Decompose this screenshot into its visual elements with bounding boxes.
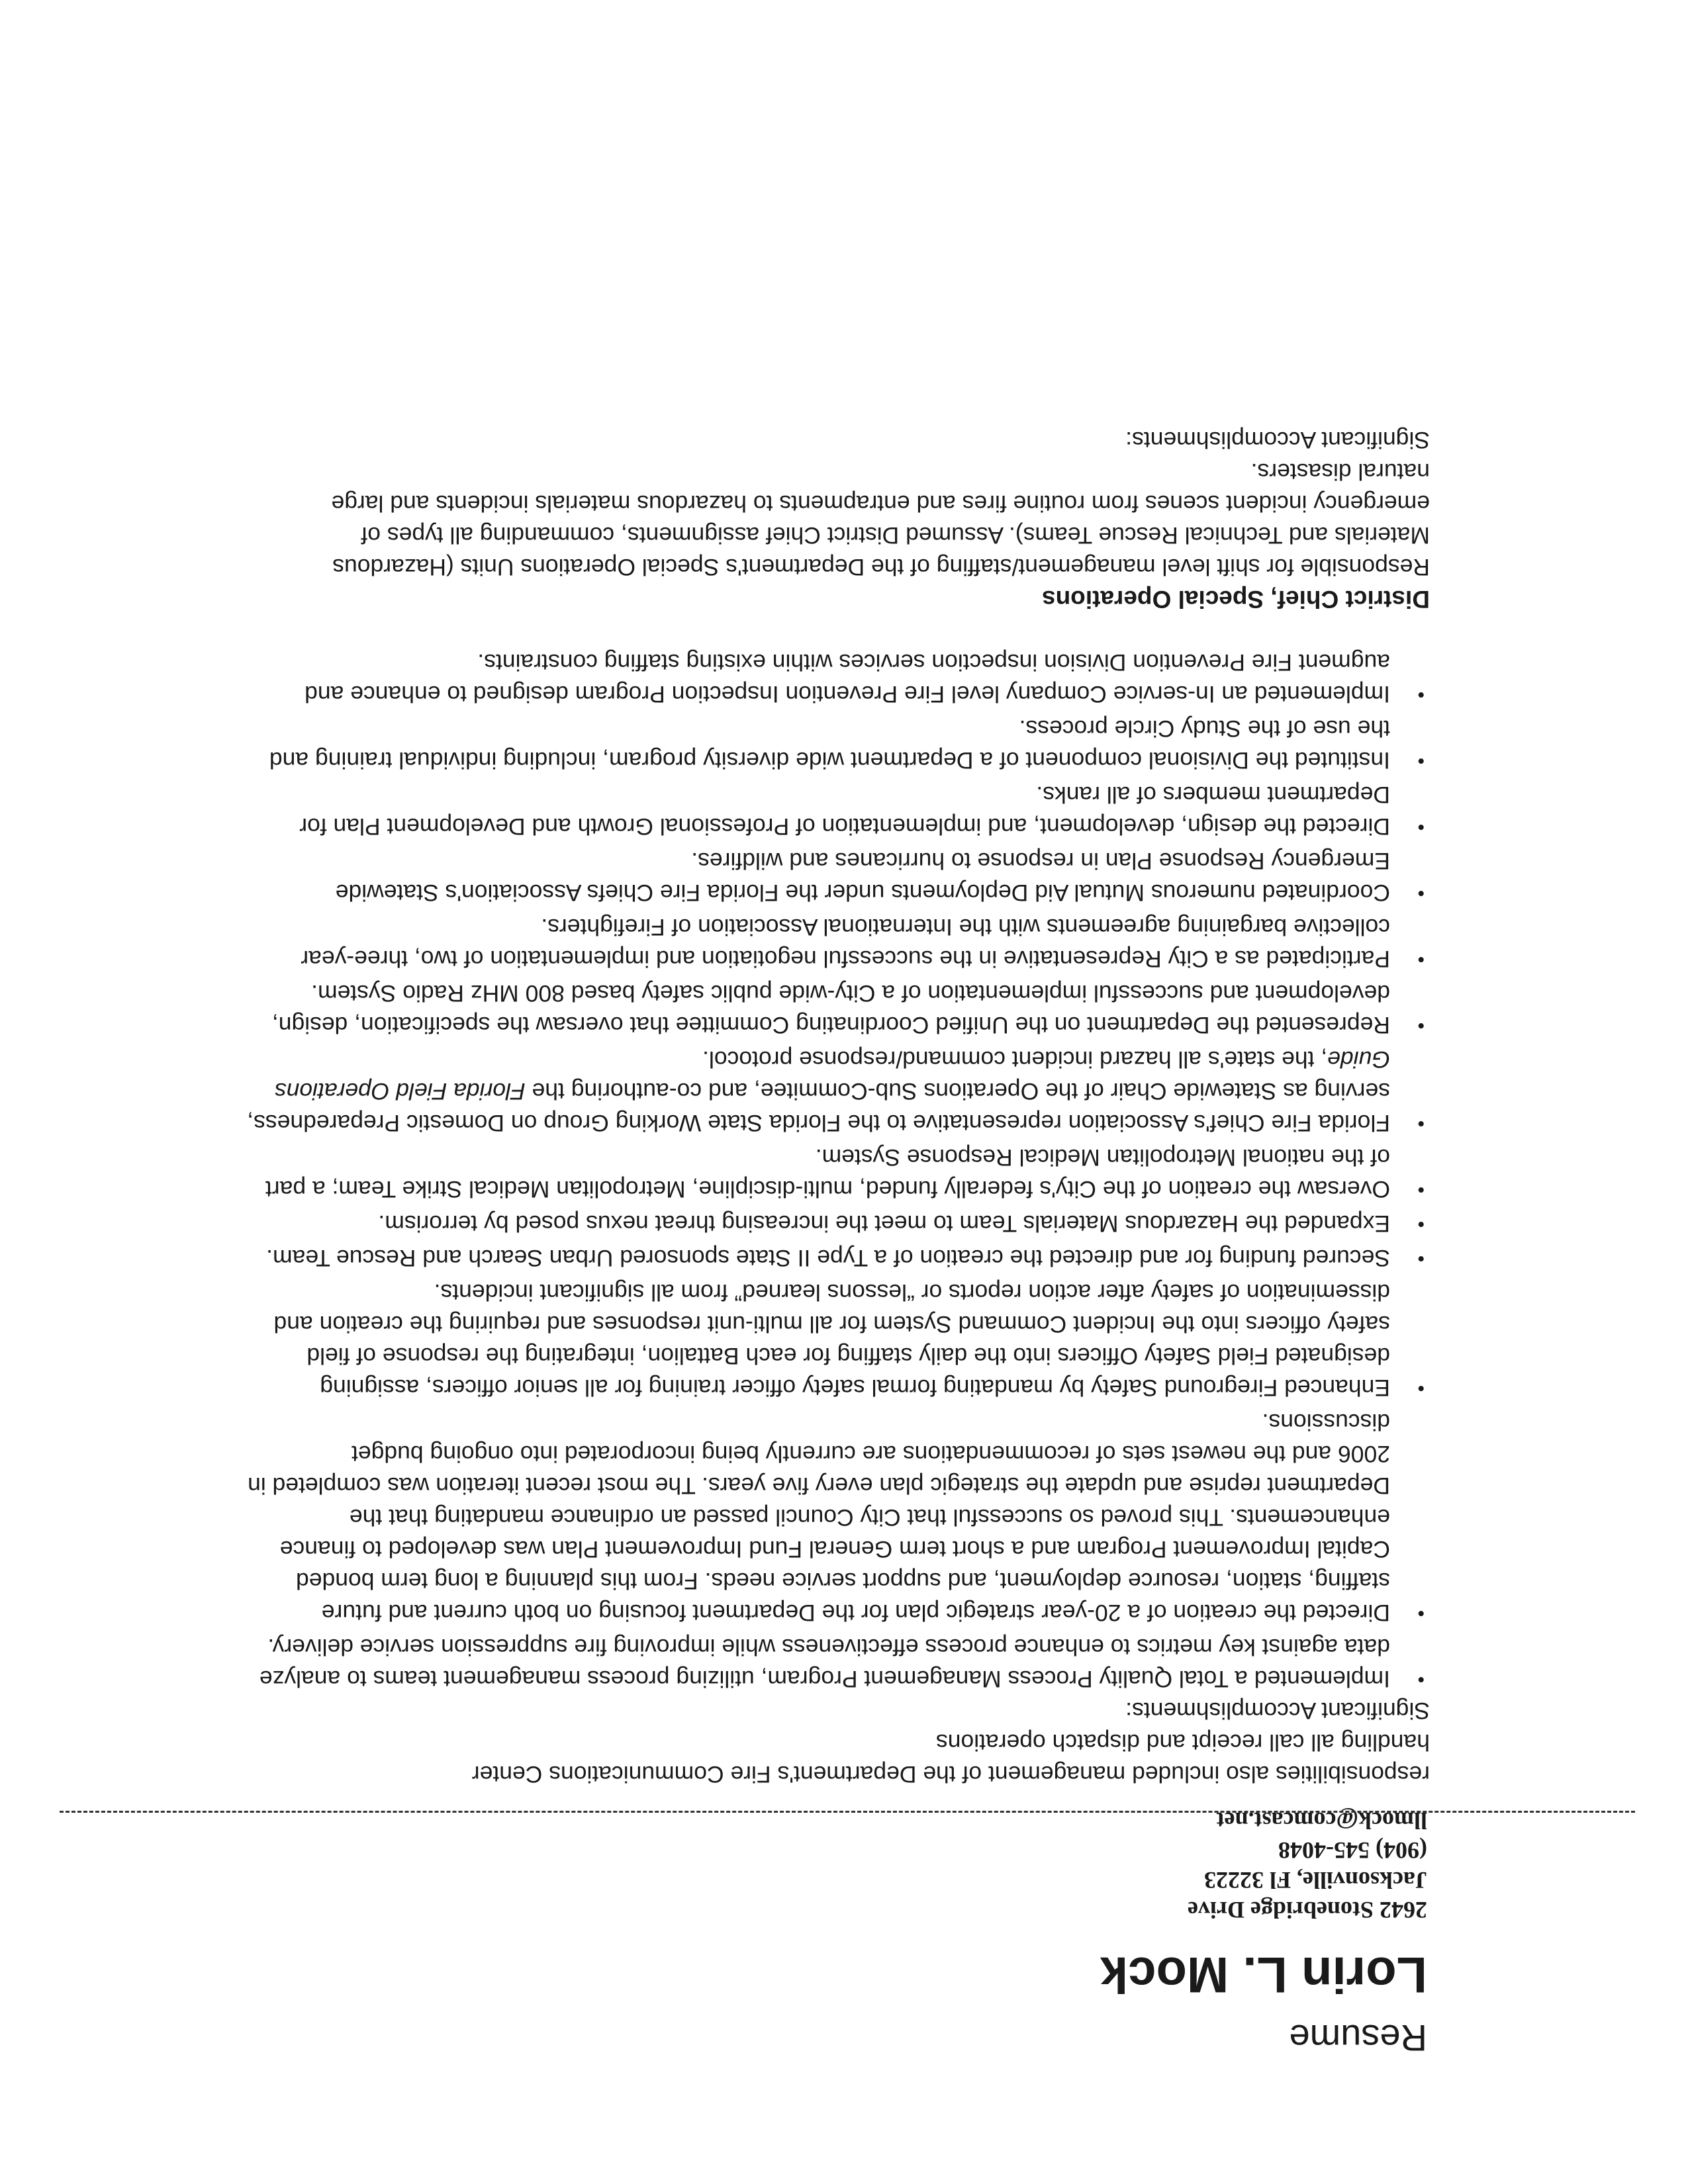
intro-line-2: handling all call receipt and dispatch operations: [936, 1729, 1430, 1756]
resume-header: [169, 1805, 1427, 2060]
list-item: [245, 1044, 1688, 1139]
list-item: [245, 1208, 1688, 1240]
accomplishment-text-part-1: Florida Fire Chief's Association representative to the Florida State Working Group on Domestic Preparedness, serving as Statewide Chair of the Operations Sub-Commitee, and co-authoring the: [247, 1078, 1390, 1136]
accomplishment-text: Enhanced Fireground Safety by mandating formal safety officer training for all senior officers, assigning designated Field Safety Officers into the daily staffing for each Battalion, integrating the response of field safety officers into the Incident Command System for all multi-unit responses and requiring the creation and dissemination of safety after action reports or “lessons learned” from all significant incidents.: [273, 1279, 1390, 1401]
bullet-icon: •: [1417, 948, 1425, 970]
list-item: [245, 1631, 1688, 1695]
list-item: [245, 1406, 1688, 1629]
bullet-icon: •: [1417, 1113, 1425, 1134]
email-address: llmock@comcast.net: [1216, 1807, 1427, 1834]
accomplishment-text: Directed the creation of a 20-year strategic plan for the Department focusing on both current and future staffing, station, resource deployment, and support service needs. From this planning a long term bonded Capital Improvement Program and a short term General Fund Improvement Plan was developed to finance enhancements. This proved so successful that City Council passed an ordinance mandating that the Department reprise and update the strategic plan every five years. The most recent iteration was completed in 2006 and the newest sets of recommendations are currently being incorporated into ongoing budget discussions.: [248, 1409, 1390, 1626]
section-title: District Chief, Special Operations: [1042, 586, 1430, 613]
address-line-2: Jacksonville, Fl 32223: [1203, 1867, 1427, 1893]
bullet-icon: •: [1417, 1248, 1425, 1269]
accomplishment-text: Secured funding for and directed the creation of a Type II State sponsored Urban Search and Rescue Team.: [266, 1245, 1390, 1271]
bullet-icon: •: [1417, 1213, 1425, 1235]
accomplishment-text-part-2: , the state's all hazard incident command/response protocol.: [702, 1046, 1328, 1073]
list-item: [245, 1142, 1688, 1205]
list-item: [245, 647, 1688, 710]
list-item: [245, 779, 1688, 842]
accomplishment-text: Expanded the Hazardous Materials Team to meet the increasing threat nexus posed by terrorism.: [378, 1210, 1390, 1237]
accomplishments-list: [0, 647, 1688, 1695]
accomplishment-text: Participated as a City Representative in the successful negotiation and implementation of two, three-year collective bargaining agreements with the International Association of Firefighters.: [301, 914, 1390, 972]
dashed-divider: [60, 1811, 1635, 1813]
accomplishment-text: Coordinated numerous Mutual Aid Deployments under the Florida Fire Chiefs Association's Statewide Emergency Response Plan in response to hurricanes and wildfires.: [335, 848, 1390, 906]
bullet-icon: •: [1417, 1377, 1425, 1399]
resume-label: Resume: [1289, 2017, 1427, 2059]
accomplishments-label: Significant Accomplishments:: [1125, 1698, 1430, 1724]
section-paragraph: Responsible for shift level management/staffing of the Department's Special Operations Units (Hazardous Materials and Technical Rescue Teams). Assumed District Chief assignments, commanding all types of emergency incident scenes from routine fires and entrapments to hazardous materials incidents and large natural disasters.: [331, 459, 1430, 580]
intro-line-1: responsibilities also included management of the Department's Fire Communications Center: [471, 1761, 1430, 1788]
bullet-icon: •: [1417, 1179, 1425, 1201]
accomplishment-text: Represented the Department on the Unified Coordinating Committee that oversaw the specification, design, development and successful implementation of a City-wide public safety based 800 MHz Radio System.: [271, 980, 1390, 1038]
accomplishment-text: Implemented a Total Quality Process Management Program, utilizing process management teams to analyze data against key metrics to enhance process effectiveness while improving fire suppression service delivery.: [259, 1634, 1390, 1692]
bullet-icon: •: [1417, 882, 1425, 904]
accomplishments-label: Significant Accomplishments:: [1125, 427, 1430, 453]
applicant-name: Lorin L. Mock: [1100, 1946, 1427, 2003]
accomplishment-text: Instituted the Divisional component of a Department wide diversity program, including individual training and the use of the Study Circle process.: [269, 715, 1390, 774]
accomplishment-text: Implemented an In-service Company level Fire Prevention Inspection Program designed to enhance and augment Fire Prevention Division inspection services within existing staffing constraints.: [305, 649, 1390, 707]
list-item: [245, 1242, 1688, 1274]
bullet-icon: •: [1417, 750, 1425, 772]
accomplishment-text: Directed the design, development, and implementation of Professional Growth and Development Plan for Department members of all ranks.: [299, 782, 1390, 840]
list-item: [245, 845, 1688, 909]
resume-body: [0, 424, 1688, 1790]
list-item: [245, 911, 1688, 975]
list-item: [245, 1277, 1688, 1404]
accomplishment-text: Oversaw the creation of the City's federally funded, multi-discipline, Metropolitan Medical Strike Team; a part of the national Metropolitan Medical Response System.: [265, 1144, 1390, 1203]
bullet-icon: •: [1417, 1015, 1425, 1036]
bullet-icon: •: [1417, 684, 1425, 705]
list-item: [245, 978, 1688, 1041]
phone-number: (904) 545-4048: [1278, 1837, 1427, 1864]
address-line-1: 2642 Stonebridge Drive: [1188, 1897, 1427, 1923]
bullet-icon: •: [1417, 1668, 1425, 1690]
publication-title: Florida Field Operations Guide: [274, 1046, 1390, 1105]
bullet-icon: •: [1417, 1602, 1425, 1624]
list-item: [245, 713, 1688, 776]
bullet-icon: •: [1417, 816, 1425, 838]
